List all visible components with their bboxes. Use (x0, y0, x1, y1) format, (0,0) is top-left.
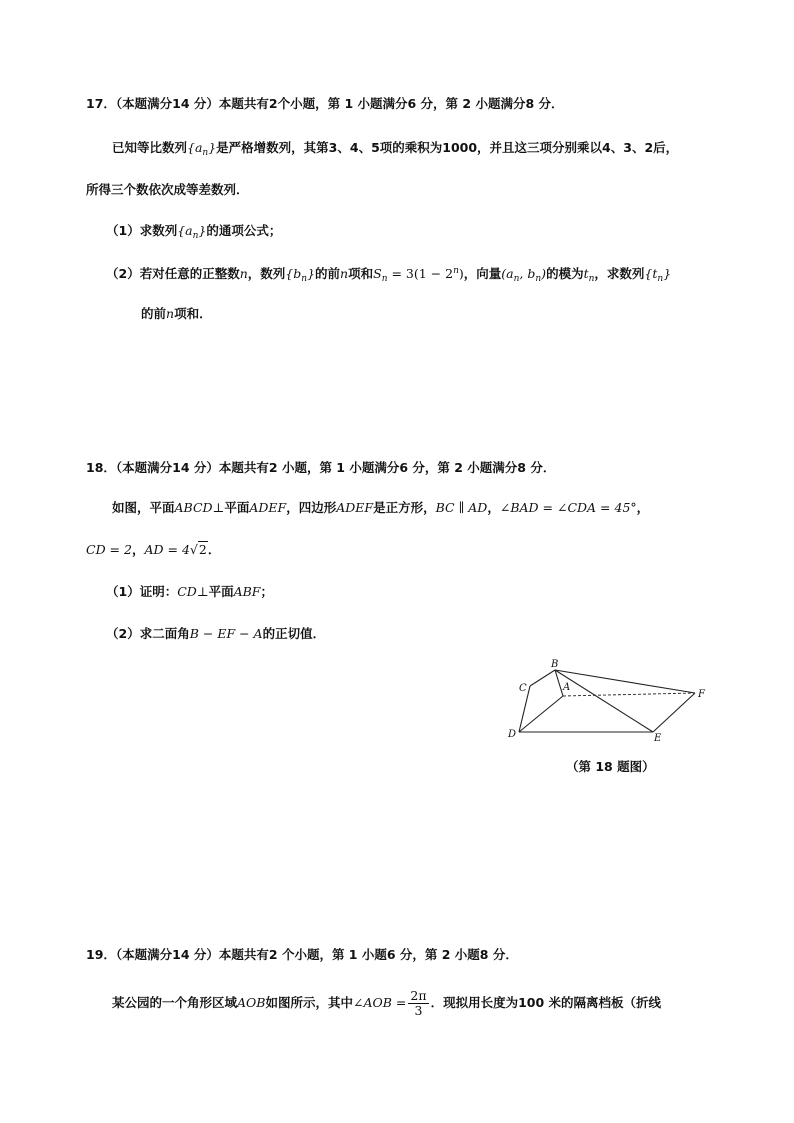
q18-stem-line2: CD = 2，AD = 4√2． (86, 542, 221, 557)
q17-stem-line2: 所得三个数依次成等差数列． (86, 182, 249, 197)
label-F: F (698, 689, 705, 700)
label-A: A (563, 682, 571, 693)
q17-stem-line1: 已知等比数列$\{a_n\}$是严格增数列，其第3、4、5项的乘积为1000，并且这三项分别乘以4、3、2后， (112, 140, 679, 158)
q19-header: 19．（本题满分14 分）本题共有2 个小题，第 1 小题6 分，第 2 小题8 分． (86, 947, 518, 962)
label-C: C (519, 683, 527, 694)
q19-stem-line1: 某公园的一个角形区域AOB如图所示，其中∠AOB = $\frac{2\pi}{3}$ ．现拟用长度为100 米的隔离档板（折线 (112, 988, 662, 1018)
q18-part2: （2）求二面角B − EF − A的正切值． (106, 626, 326, 641)
q18-figure-caption: （第 18 题图） (566, 759, 655, 774)
fraction-2pi-over-3: $\frac{2\pi}{3}$ (410, 988, 427, 1018)
label-E: E (654, 733, 662, 744)
label-D: D (508, 729, 517, 740)
q17-part2-line1: （2）若对任意的正整数n，数列$\{b_n\}$的前n项和$S_n = 3(1 - 2^n)$，向量($a_n$, $b_n$)的模为$t_n$，求数列$\{t_n\}$ (106, 266, 672, 284)
q18-header: 18．（本题满分14 分）本题共有2 小题，第 1 小题满分6 分，第 2 小题满分8 分． (86, 460, 556, 475)
q18-stem-line1: 如图，平面ABCD⊥平面ADEF，四边形ADEF是正方形，BC ∥ AD，∠BAD = ∠CDA = 45°， (112, 500, 650, 515)
label-B: B (551, 659, 559, 670)
q17-part1: （1）求数列$\{a_n\}$的通项公式； (106, 223, 282, 241)
q17-part2-line2: 的前n项和． (141, 306, 212, 321)
q17-header: 17．（本题满分14 分）本题共有2个小题，第 1 小题满分6 分，第 2 小题满分8 分． (86, 96, 564, 111)
q18-figure (500, 650, 720, 750)
q18-part1: （1）证明：CD⊥平面ABF； (106, 584, 273, 599)
